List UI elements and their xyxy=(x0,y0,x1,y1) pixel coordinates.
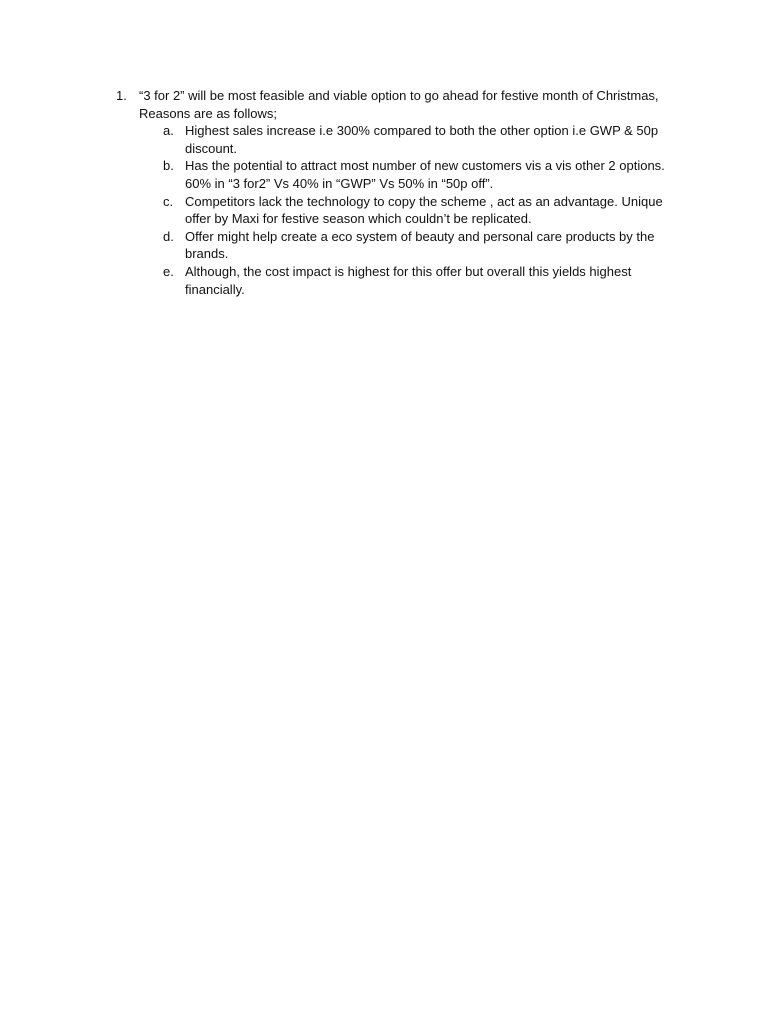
sublist-item-text: Has the potential to attract most number of new customers vis a vis other 2 options. 60% in “3 for2” Vs 40% in “GWP” Vs 50% in “50p off”. xyxy=(185,158,665,191)
sublist-item-text: Highest sales increase i.e 300% compared to both the other option i.e GWP & 50p discount. xyxy=(185,123,659,156)
sublist-item xyxy=(163,228,676,263)
sublist-item-text: Competitors lack the technology to copy the scheme , act as an advantage. Unique offer by Maxi for festive season which couldn’t be replicated. xyxy=(185,193,663,227)
sublist-item xyxy=(163,157,676,192)
numbered-list xyxy=(116,87,676,298)
sublist-item xyxy=(163,193,676,228)
list-item-text: “3 for 2” will be most feasible and viable option to go ahead for festive month of Christmas, Reasons are as follows; xyxy=(139,88,659,121)
sublist-item xyxy=(163,122,676,157)
list-item xyxy=(116,87,676,298)
sublist-marker: d. xyxy=(163,228,174,244)
sublist-marker: e. xyxy=(163,263,174,279)
sublist-marker: b. xyxy=(163,158,174,174)
list-marker: 1. xyxy=(116,88,127,103)
lettered-sublist xyxy=(139,122,676,298)
sublist-marker: c. xyxy=(163,193,174,209)
sublist-marker: a. xyxy=(163,123,174,139)
sublist-item-text: Offer might help create a eco system of beauty and personal care products by the brands. xyxy=(185,228,655,262)
sublist-item-text: Although, the cost impact is highest for this offer but overall this yields highest financially. xyxy=(185,263,632,297)
sublist-item xyxy=(163,263,676,298)
